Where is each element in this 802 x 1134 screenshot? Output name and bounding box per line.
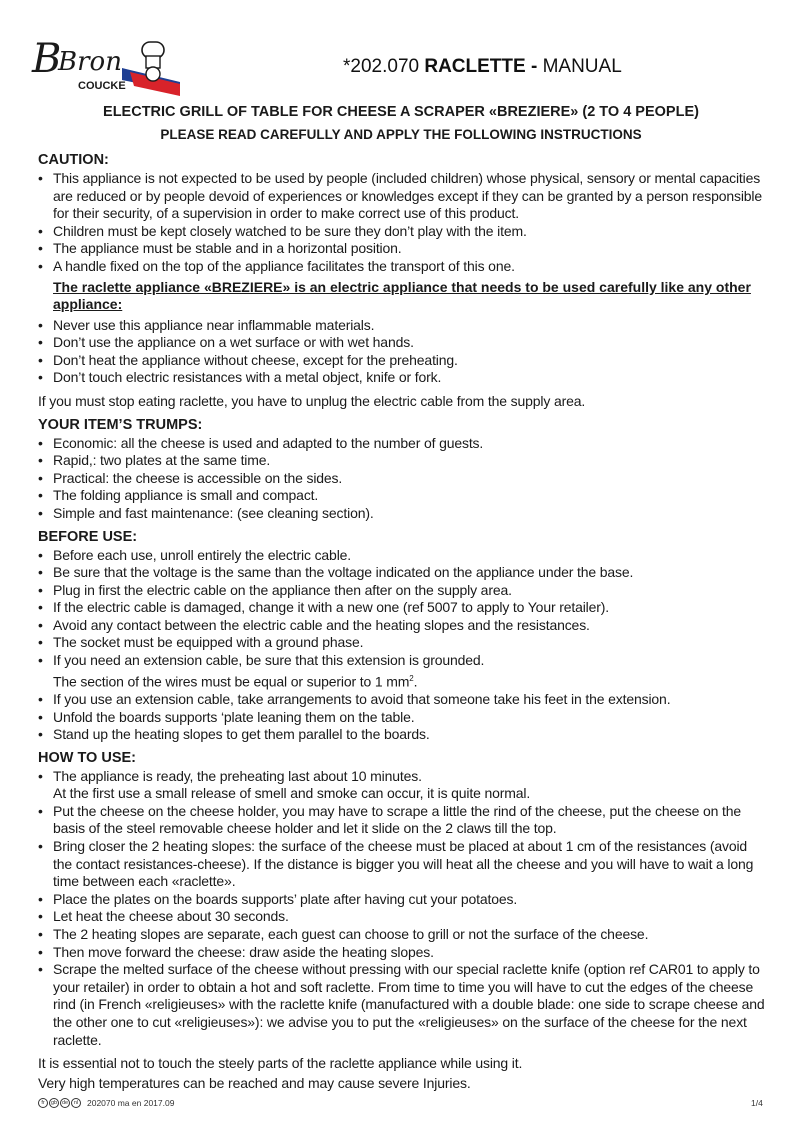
list-item: • Place the plates on the boards supports’ plate after having cut your potatoes. <box>38 891 768 909</box>
list-item: • This appliance is not expected to be used by people (included children) whose physical, sensory or mental capacities are reduced or by people devoid of experiences or knowledges except if they can be granted by a person responsible for their security, of a supervision in order to make correct use of this product. <box>38 170 768 223</box>
flag-de-icon: de <box>61 1100 69 1106</box>
superscript-2: 2 <box>409 673 414 683</box>
how-to-use-list <box>38 768 768 1050</box>
bron-coucke-logo <box>30 34 190 96</box>
trumps-list <box>38 435 768 523</box>
list-item: • Don’t touch electric resistances with a metal object, knife or fork. <box>38 369 768 387</box>
ready-line-2: At the first use a small release of smell and smoke can occur, it is quite normal. <box>53 785 531 802</box>
extension-text: If you need an extension cable, be sure that this extension is grounded. <box>53 652 485 669</box>
list-item: • Avoid any contact between the electric cable and the heating slopes and the resistances. <box>38 617 768 635</box>
before-use-section <box>38 528 768 744</box>
flag-gb-icon: gb <box>50 1100 58 1106</box>
flag-fr-icon: fr <box>38 1098 48 1108</box>
list-item: • Be sure that the voltage is the same than the voltage indicated on the appliance under the base. <box>38 564 768 582</box>
list-item: • Never use this appliance near inflammable materials. <box>38 317 768 335</box>
list-item: • The appliance must be stable and in a horizontal position. <box>38 240 768 258</box>
flag-nl-icon: nl <box>71 1098 81 1108</box>
list-item: • Unfold the boards supports ‘plate leaning them on the table. <box>38 709 768 727</box>
caution-list-2 <box>38 317 768 387</box>
list-item: • If the electric cable is damaged, change it with a new one (ref 5007 to apply to Your retailer). <box>38 599 768 617</box>
list-item: • If you use an extension cable, take arrangements to avoid that someone take his feet in the extension. <box>38 691 768 709</box>
list-item: • The folding appliance is small and compact. <box>38 487 768 505</box>
brand-sub-text: COUCKE <box>78 80 126 92</box>
steel-parts-note: It is essential not to touch the steely parts of the raclette appliance while using it. <box>38 1055 523 1072</box>
wire-section-text: The section of the wires must be equal or superior to 1 mm <box>53 673 410 690</box>
list-item: • The 2 heating slopes are separate, each guest can choose to grill or not the surface of the cheese. <box>38 926 768 944</box>
list-item: • Don’t heat the appliance without cheese, except for the preheating. <box>38 352 768 370</box>
list-item: • Rapid,: two plates at the same time. <box>38 452 768 470</box>
list-item: • A handle fixed on the top of the appliance facilitates the transport of this one. <box>38 258 768 276</box>
list-item: • Simple and fast maintenance: (see cleaning section). <box>38 505 768 523</box>
list-item: • Stand up the heating slopes to get them parallel to the boards. <box>38 726 768 744</box>
manual-title <box>343 56 622 78</box>
list-item-ready <box>38 768 768 803</box>
doc-code: *202.070 <box>343 56 420 77</box>
caution-list <box>38 170 768 276</box>
list-item: • Scrape the melted surface of the cheese without pressing with our special raclette knife (option ref CAR01 to apply to your retailer) in order to obtain a hot and soft raclette. From time to time you will have to cut the edges of the cheese rind (in French «religieuses» with the raclette knife (manufactured with a double blade: one side to scrape cheese and the other one to cut «religieuses»): we advise you to put the «religieuses» on the surface of the cheese for the next raclette. <box>38 961 768 1049</box>
list-item: • Let heat the cheese about 30 seconds. <box>38 908 768 926</box>
before-use-list <box>38 547 768 744</box>
ready-text: The appliance is ready, the preheating last about 10 minutes. <box>53 767 422 784</box>
extension-line-2: The section of the wires must be equal or superior to 1 $mm^2$. <box>53 673 418 690</box>
list-item: • The socket must be equipped with a ground phase. <box>38 634 768 652</box>
caution-heading: CAUTION: <box>38 152 109 168</box>
list-item: • Practical: the cheese is accessible on the sides. <box>38 470 768 488</box>
page-header <box>0 0 802 100</box>
manual-content <box>38 151 768 1096</box>
before-use-heading: BEFORE USE: <box>38 528 138 545</box>
temperature-note: Very high temperatures can be reached and may cause severe Injuries. <box>38 1074 471 1091</box>
doc-title: RACLETTE - <box>424 56 538 77</box>
list-item: • Economic: all the cheese is used and adapted to the number of guests. <box>38 435 768 453</box>
sub-title: PLEASE READ CAREFULLY AND APPLY THE FOLLOWING INSTRUCTIONS <box>160 127 642 142</box>
list-item: • Plug in first the electric cable on the appliance then after on the supply area. <box>38 582 768 600</box>
how-to-use-heading: HOW TO USE: <box>38 749 137 766</box>
doc-type: MANUAL <box>542 56 622 77</box>
trumps-heading: YOUR ITEM’S TRUMPS: <box>38 416 203 433</box>
trumps-section <box>38 416 768 523</box>
unplug-note: If you must stop eating raclette, you have to unplug the electric cable from the supply area. <box>38 392 586 409</box>
svg-text:B: B <box>32 36 62 82</box>
how-to-use-section <box>38 749 768 1093</box>
list-item: • Children must be kept closely watched to be sure they don’t play with the item. <box>38 223 768 241</box>
language-flags <box>38 1098 81 1108</box>
list-item: • Then move forward the cheese: draw aside the heating slopes. <box>38 944 768 962</box>
main-title: ELECTRIC GRILL OF TABLE FOR CHEESE A SCRAPER «BREZIERE» (2 TO 4 PEOPLE) <box>103 104 699 120</box>
list-item-extension <box>38 652 768 691</box>
list-item: • Don’t use the appliance on a wet surface or with wet hands. <box>38 334 768 352</box>
page-footer <box>38 1098 174 1108</box>
warning-statement: The raclette appliance «BREZIERE» is an electric appliance that needs to be used carefully like any other appliance: <box>53 278 751 312</box>
document-reference: 202070 ma en 2017.09 <box>87 1098 175 1108</box>
page-number: 1/4 <box>751 1098 763 1108</box>
list-item: • Before each use, unroll entirely the electric cable. <box>38 547 768 565</box>
list-item: • Put the cheese on the cheese holder, you may have to scrape a little the rind of the cheese, put the cheese on the basis of the steel removable cheese holder and let it slide on the 2 claws till the top. <box>38 803 768 838</box>
caution-section <box>38 151 768 411</box>
list-item: • Bring closer the 2 heating slopes: the surface of the cheese must be placed at about 1 cm of the resistances (avoid the contact resistances-cheese). If the distance is bigger you will heat all the cheese and you will have to wait a long time between each «raclette». <box>38 838 768 891</box>
brand-name-text: Bron <box>58 47 122 77</box>
